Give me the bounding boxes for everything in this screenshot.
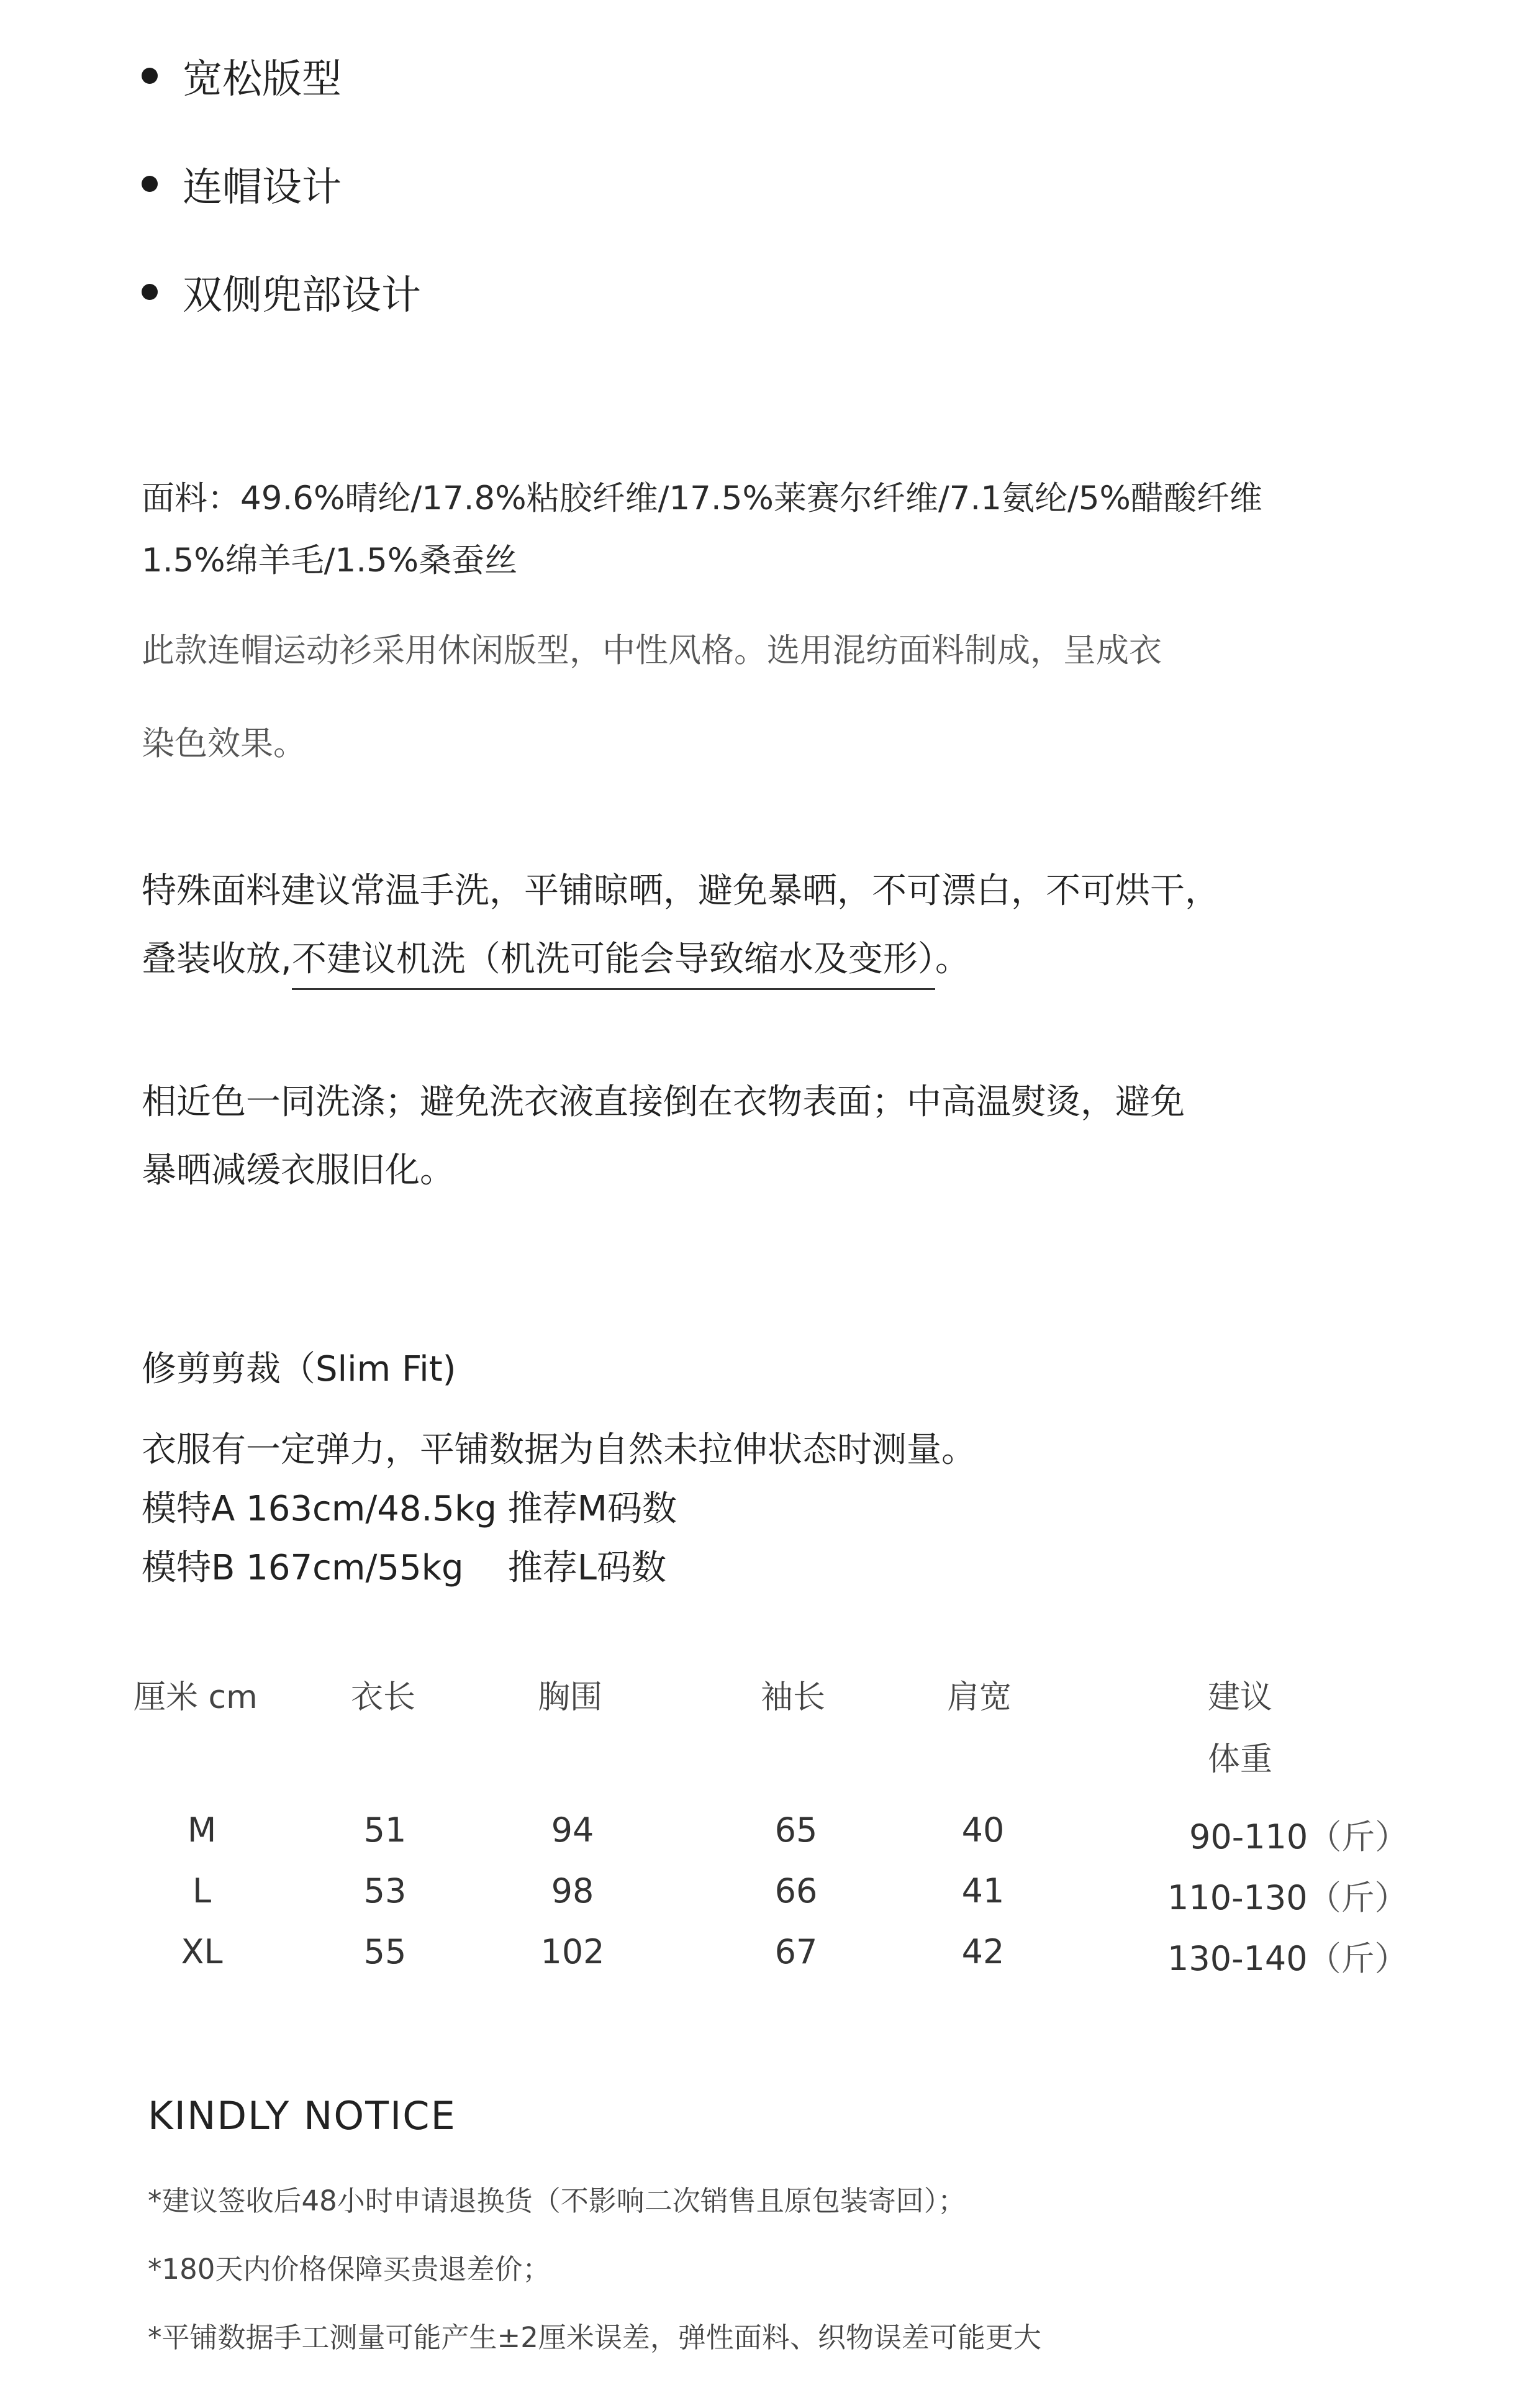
- cell-sleeve: 67: [774, 1932, 818, 1971]
- model-a-info: 模特A 163cm/48.5kg 推荐M码数: [142, 1489, 677, 1529]
- care-instructions: 特殊面料建议常温手洗，平铺晾晒，避免暴晒，不可漂白，不可烘干，: [142, 871, 1220, 911]
- header-chest: 胸围: [538, 1679, 603, 1716]
- cell-length: 51: [363, 1810, 407, 1850]
- product-description: 此款连帽运动衫采用休闲版型，中性风格。选用混纺面料制成，呈成衣: [142, 632, 1162, 670]
- cell-size: M: [187, 1810, 217, 1850]
- care-prefix: 叠装收放,: [142, 939, 292, 979]
- weight-value: 130-140: [1167, 1939, 1308, 1978]
- cell-shoulder: 41: [961, 1871, 1005, 1910]
- elastic-note: 衣服有一定弹力，平铺数据为自然未拉伸状态时测量。: [142, 1430, 976, 1470]
- weight-value: 110-130: [1167, 1878, 1308, 1917]
- header-unit: 厘米 cm: [134, 1679, 258, 1716]
- cell-shoulder: 42: [961, 1932, 1005, 1971]
- care-instructions-cont: [142, 932, 970, 981]
- feature-label: 双侧兜部设计: [183, 273, 421, 319]
- cell-shoulder: 40: [961, 1810, 1005, 1850]
- machine-wash-warning: 不建议机洗（机洗可能会导致缩水及变形）: [292, 939, 935, 990]
- care-suffix: 。: [935, 939, 970, 979]
- notice-item: *建议签收后48小时申请退换货（不影响二次销售且原包装寄回）；: [148, 2184, 966, 2217]
- header-weight-2: 体重: [1208, 1741, 1273, 1778]
- fit-title: 修剪剪裁（Slim Fit): [142, 1349, 456, 1389]
- header-weight-1: 建议: [1208, 1679, 1273, 1716]
- fabric-composition: 面料：49.6%晴纶/17.8%粘胶纤维/17.5%莱赛尔纤维/7.1氨纶/5%醋酸纤维: [142, 479, 1262, 517]
- feature-item: [142, 47, 342, 104]
- feature-item: [142, 263, 421, 320]
- cell-chest: 102: [540, 1932, 605, 1971]
- header-length: 衣长: [351, 1679, 416, 1716]
- cell-length: 53: [363, 1871, 407, 1910]
- bullet-dot: [142, 68, 158, 84]
- washing-tips-cont: 暴晒减缓衣服旧化。: [142, 1150, 455, 1191]
- weight-unit: （斤）: [1308, 1817, 1409, 1856]
- notice-item: *平铺数据手工测量可能产生±2厘米误差，弹性面料、织物误差可能更大: [148, 2321, 1041, 2354]
- bullet-dot: [142, 284, 158, 300]
- cell-sleeve: 66: [774, 1871, 818, 1910]
- cell-weight: [1189, 1810, 1408, 1858]
- fabric-composition-cont: 1.5%绵羊毛/1.5%桑蚕丝: [142, 542, 518, 579]
- washing-tips: 相近色一同洗涤；避免洗衣液直接倒在衣物表面；中高温熨烫，避免: [142, 1082, 1185, 1122]
- header-shoulder: 肩宽: [947, 1679, 1012, 1716]
- feature-label: 宽松版型: [183, 57, 342, 102]
- feature-item: [142, 155, 342, 212]
- product-description-cont: 染色效果。: [142, 725, 306, 763]
- notice-item: *180天内价格保障买贵退差价；: [148, 2253, 551, 2286]
- cell-size: L: [192, 1871, 212, 1910]
- cell-length: 55: [363, 1932, 407, 1971]
- cell-chest: 94: [551, 1810, 594, 1850]
- cell-size: XL: [181, 1932, 223, 1971]
- bullet-dot: [142, 176, 158, 192]
- cell-weight: [1167, 1871, 1408, 1919]
- weight-value: 90-110: [1189, 1817, 1308, 1856]
- notice-title: KINDLY NOTICE: [148, 2093, 456, 2138]
- cell-sleeve: 65: [774, 1810, 818, 1850]
- cell-weight: [1167, 1932, 1408, 1980]
- weight-unit: （斤）: [1307, 1878, 1408, 1917]
- weight-unit: （斤）: [1307, 1939, 1408, 1978]
- model-b-info: 模特B 167cm/55kg 推荐L码数: [142, 1548, 666, 1588]
- cell-chest: 98: [551, 1871, 594, 1910]
- feature-label: 连帽设计: [183, 165, 342, 211]
- header-sleeve: 袖长: [761, 1679, 826, 1716]
